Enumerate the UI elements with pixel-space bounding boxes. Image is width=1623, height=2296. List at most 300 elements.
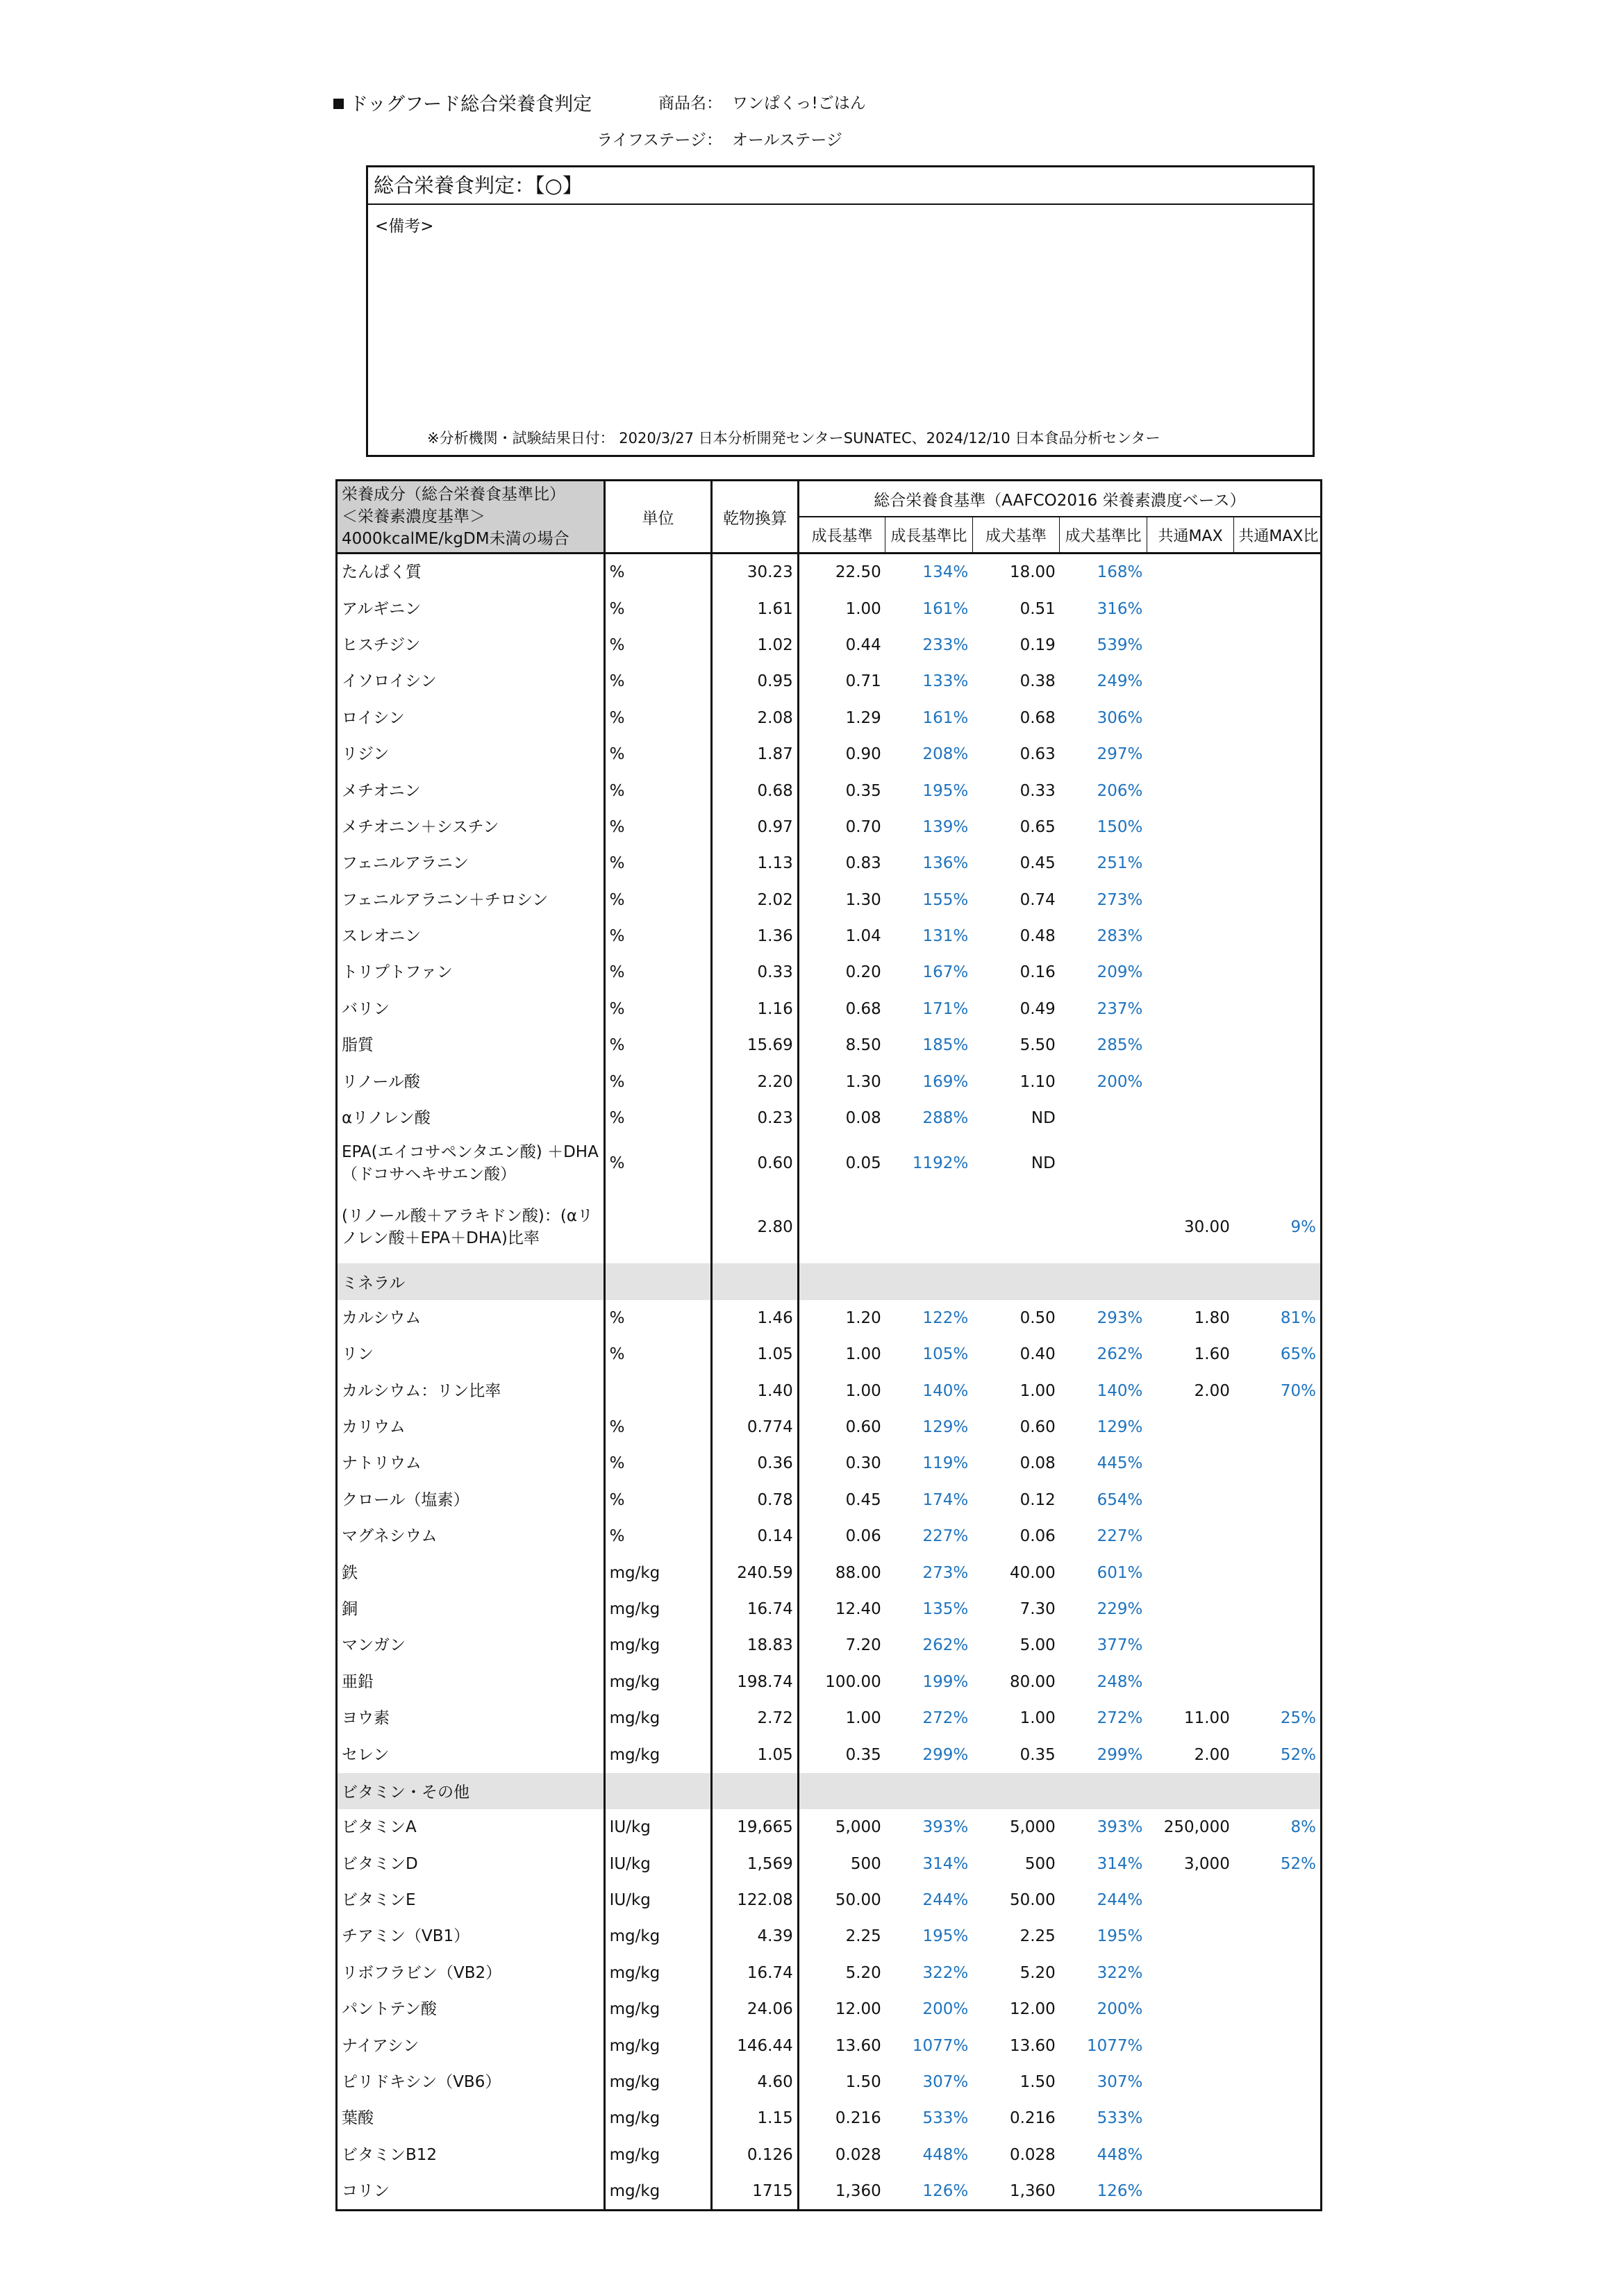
max-standard-cell — [1147, 1591, 1234, 1627]
table-row — [337, 590, 1322, 626]
dry-matter-cell: 4.39 — [712, 1918, 799, 1954]
adult-standard-cell: 50.00 — [1009, 1891, 1056, 1910]
adult-standard-cell: ND — [1031, 1154, 1056, 1173]
nutrient-name: たんぱく質 — [337, 554, 605, 591]
dry-matter-cell: 1.15 — [712, 2100, 799, 2136]
max-standard-cell — [1147, 1882, 1234, 1918]
growth-ratio-cell: 139% — [922, 817, 969, 836]
adult-ratio-cell: 229% — [1097, 1599, 1143, 1618]
table-row — [337, 1809, 1322, 1845]
adult-ratio-cell: 539% — [1097, 635, 1143, 654]
growth-ratio-cell: 195% — [922, 781, 969, 800]
adult-ratio-cell: 322% — [1097, 1963, 1143, 1982]
verdict-value: 【○】 — [535, 174, 583, 197]
unit-cell: IU/kg — [604, 1846, 712, 1882]
growth-ratio-cell: 307% — [922, 2073, 969, 2092]
table-row — [337, 2100, 1322, 2136]
growth-ratio-cell: 1077% — [912, 2036, 969, 2055]
growth-ratio-cell: 273% — [922, 1563, 969, 1582]
growth-ratio-cell: 126% — [922, 2182, 969, 2201]
growth-standard-cell: 5.20 — [845, 1963, 881, 1982]
section-label: ビタミン・その他 — [337, 1773, 605, 1809]
growth-standard-cell: 0.08 — [845, 1109, 881, 1128]
adult-standard-cell: 7.30 — [1019, 1599, 1056, 1618]
max-ratio-cell — [1234, 2137, 1322, 2173]
table-row — [337, 1554, 1322, 1590]
growth-standard-cell: 0.83 — [845, 854, 881, 873]
adult-ratio-cell: 195% — [1097, 1927, 1143, 1946]
dry-matter-cell: 1.05 — [712, 1736, 799, 1772]
bullet-square-icon — [333, 99, 344, 109]
growth-ratio-cell: 233% — [922, 635, 969, 654]
growth-standard-cell: 0.05 — [845, 1154, 881, 1173]
adult-ratio-cell: 445% — [1097, 1454, 1143, 1473]
growth-standard-cell: 1.00 — [845, 1709, 881, 1728]
adult-ratio-cell: 249% — [1097, 672, 1143, 691]
max-ratio-cell — [1234, 2027, 1322, 2063]
nutrient-name: ビタミンE — [337, 1882, 605, 1918]
growth-standard-cell: 12.40 — [835, 1599, 881, 1618]
dry-matter-cell: 1,569 — [712, 1846, 799, 1882]
unit-cell: % — [604, 918, 712, 954]
growth-standard-cell: 0.028 — [835, 2145, 881, 2164]
max-ratio-cell — [1234, 954, 1322, 990]
max-standard-cell: 11.00 — [1183, 1709, 1230, 1728]
section-row — [337, 1263, 1322, 1299]
table-row — [337, 1700, 1322, 1736]
adult-standard-cell: 0.08 — [1019, 1454, 1056, 1473]
adult-standard-cell: 0.06 — [1019, 1527, 1056, 1546]
growth-standard-cell: 0.30 — [845, 1454, 881, 1473]
growth-ratio-cell: 299% — [922, 1745, 969, 1764]
table-row — [337, 1100, 1322, 1136]
unit-cell: % — [604, 954, 712, 990]
table-row — [337, 1882, 1322, 1918]
document-title-text: ドッグフード総合栄養食判定 — [349, 94, 592, 115]
dry-matter-cell: 1.46 — [712, 1300, 799, 1336]
adult-standard-cell: 5.00 — [1019, 1636, 1056, 1655]
nutrient-name: アルギニン — [337, 590, 605, 626]
max-ratio-cell — [1234, 809, 1322, 845]
max-standard-cell — [1147, 1136, 1234, 1190]
max-ratio-cell — [1234, 772, 1322, 808]
unit-cell: IU/kg — [604, 1809, 712, 1845]
table-row — [337, 2064, 1322, 2100]
adult-ratio-cell: 377% — [1097, 1636, 1143, 1655]
header-max-ratio: 共通MAX比 — [1238, 527, 1319, 545]
adult-ratio-cell: 262% — [1097, 1345, 1143, 1364]
header-dry-matter: 乾物換算 — [712, 481, 799, 554]
adult-standard-cell: 80.00 — [1009, 1672, 1056, 1691]
growth-standard-cell: 50.00 — [835, 1891, 881, 1910]
growth-ratio-cell: 167% — [922, 963, 969, 982]
growth-ratio-cell: 155% — [922, 890, 969, 909]
header-growth: 成長基準 — [798, 517, 885, 554]
max-ratio-cell — [1234, 1482, 1322, 1518]
adult-standard-cell: 1.50 — [1019, 2073, 1056, 2092]
growth-ratio-cell: 227% — [922, 1527, 969, 1546]
nutrient-name: フェニルアラニン＋チロシン — [337, 882, 605, 918]
nutrient-name: リン — [337, 1336, 605, 1372]
nutrient-name: イソロイシン — [337, 663, 605, 699]
max-ratio-cell: 81% — [1280, 1308, 1316, 1327]
unit-cell: mg/kg — [604, 1554, 712, 1590]
dry-matter-cell: 0.95 — [712, 663, 799, 699]
dry-matter-cell: 1.05 — [712, 1336, 799, 1372]
dry-matter-cell: 1.61 — [712, 590, 799, 626]
table-row — [337, 809, 1322, 845]
adult-ratio-cell: 129% — [1097, 1418, 1143, 1436]
growth-standard-cell: 22.50 — [835, 563, 881, 582]
max-ratio-cell — [1234, 918, 1322, 954]
growth-ratio-cell: 244% — [922, 1891, 969, 1910]
max-ratio-cell — [1234, 1627, 1322, 1663]
adult-standard-cell: 2.25 — [1019, 1927, 1056, 1946]
growth-ratio-cell: 533% — [922, 2109, 969, 2128]
verdict-label: 総合栄養食判定： — [374, 174, 535, 197]
max-ratio-cell — [1234, 2173, 1322, 2211]
nutrient-table-body — [337, 554, 1322, 2211]
adult-ratio-cell: 283% — [1097, 927, 1143, 946]
unit-cell: % — [604, 845, 712, 881]
max-standard-cell — [1147, 1100, 1234, 1136]
growth-ratio-cell: 199% — [922, 1672, 969, 1691]
growth-ratio-cell: 133% — [922, 672, 969, 691]
adult-standard-cell: 40.00 — [1009, 1563, 1056, 1582]
section-blank — [712, 1263, 799, 1299]
max-standard-cell: 250,000 — [1163, 1818, 1230, 1837]
header-adult: 成犬基準 — [972, 517, 1060, 554]
adult-standard-cell: 0.63 — [1019, 745, 1056, 764]
max-standard-cell — [1147, 2100, 1234, 2136]
nutrient-name: チアミン（VB1） — [337, 1918, 605, 1954]
growth-standard-cell — [798, 1190, 885, 1263]
growth-standard-cell: 7.20 — [845, 1636, 881, 1655]
unit-cell: % — [604, 1518, 712, 1554]
max-standard-cell — [1147, 1027, 1234, 1063]
dry-matter-cell: 146.44 — [712, 2027, 799, 2063]
unit-cell: % — [604, 1063, 712, 1099]
max-standard-cell: 2.00 — [1194, 1745, 1230, 1764]
adult-ratio-cell: 297% — [1097, 745, 1143, 764]
dry-matter-cell: 0.33 — [712, 954, 799, 990]
max-ratio-cell: 25% — [1280, 1709, 1316, 1728]
table-row — [337, 1846, 1322, 1882]
table-row — [337, 1409, 1322, 1445]
table-row — [337, 1955, 1322, 1991]
table-row — [337, 1372, 1322, 1408]
nutrient-name: ヒスチジン — [337, 627, 605, 663]
max-ratio-cell: 8% — [1290, 1818, 1316, 1837]
section-row — [337, 1773, 1322, 1809]
unit-cell: % — [604, 736, 712, 772]
max-standard-cell — [1147, 663, 1234, 699]
max-standard-cell — [1147, 590, 1234, 626]
growth-standard-cell: 0.90 — [845, 745, 881, 764]
unit-cell: mg/kg — [604, 2027, 712, 2063]
nutrient-name: スレオニン — [337, 918, 605, 954]
nutrient-name: ビタミンA — [337, 1809, 605, 1845]
unit-cell: % — [604, 1100, 712, 1136]
dry-matter-cell: 0.97 — [712, 809, 799, 845]
growth-ratio-cell: 1192% — [912, 1154, 969, 1173]
max-ratio-cell — [1234, 1100, 1322, 1136]
dry-matter-cell: 30.23 — [712, 554, 799, 591]
section-label: ミネラル — [337, 1263, 605, 1299]
adult-ratio-cell — [1060, 1190, 1147, 1263]
growth-ratio-cell: 122% — [922, 1308, 969, 1327]
adult-ratio-cell: 654% — [1097, 1490, 1143, 1509]
max-standard-cell — [1147, 2173, 1234, 2211]
adult-ratio-cell: 533% — [1097, 2109, 1143, 2128]
header-max: 共通MAX — [1147, 517, 1234, 554]
verdict-box — [366, 165, 1315, 457]
unit-cell: mg/kg — [604, 2100, 712, 2136]
growth-ratio-cell: 288% — [922, 1109, 969, 1128]
dry-matter-cell: 0.60 — [712, 1136, 799, 1190]
max-standard-cell — [1147, 1554, 1234, 1590]
nutrient-name: ピリドキシン（VB6） — [337, 2064, 605, 2100]
table-row — [337, 1918, 1322, 1954]
max-ratio-cell — [1234, 1955, 1322, 1991]
max-standard-cell: 1.60 — [1194, 1345, 1230, 1364]
growth-standard-cell: 1.20 — [845, 1308, 881, 1327]
adult-standard-cell: 0.60 — [1019, 1418, 1056, 1436]
growth-standard-cell: 0.35 — [845, 1745, 881, 1764]
adult-ratio-cell: 237% — [1097, 999, 1143, 1018]
growth-standard-cell: 13.60 — [835, 2036, 881, 2055]
adult-ratio-cell: 206% — [1097, 781, 1143, 800]
dry-matter-cell: 15.69 — [712, 1027, 799, 1063]
nutrient-name: 亜鉛 — [337, 1664, 605, 1700]
section-blank — [798, 1263, 1321, 1299]
table-row — [337, 1591, 1322, 1627]
nutrient-name: コリン — [337, 2173, 605, 2211]
nutrient-name: マンガン — [337, 1627, 605, 1663]
adult-ratio-cell: 316% — [1097, 599, 1143, 618]
max-ratio-cell: 9% — [1290, 1217, 1316, 1236]
unit-cell: % — [604, 627, 712, 663]
growth-ratio-cell: 134% — [922, 563, 969, 582]
max-standard-cell — [1147, 918, 1234, 954]
unit-cell: % — [604, 590, 712, 626]
remarks-label: <備考> — [375, 217, 434, 235]
max-standard-cell — [1147, 1955, 1234, 1991]
unit-cell: mg/kg — [604, 1627, 712, 1663]
nutrient-name: αリノレン酸 — [337, 1100, 605, 1136]
table-row — [337, 772, 1322, 808]
growth-ratio-cell: 174% — [922, 1490, 969, 1509]
header-nutrient-line: 4000kcalME/kgDM未満の場合 — [342, 530, 569, 548]
unit-cell: mg/kg — [604, 1991, 712, 2027]
dry-matter-cell: 0.78 — [712, 1482, 799, 1518]
growth-standard-cell: 0.20 — [845, 963, 881, 982]
growth-standard-cell: 0.70 — [845, 817, 881, 836]
adult-ratio-cell: 1077% — [1086, 2036, 1143, 2055]
max-standard-cell — [1147, 1627, 1234, 1663]
growth-ratio-cell: 185% — [922, 1036, 969, 1055]
table-row — [337, 1336, 1322, 1372]
growth-ratio-cell: 135% — [922, 1599, 969, 1618]
growth-ratio-cell: 195% — [922, 1927, 969, 1946]
adult-ratio-cell: 200% — [1097, 2000, 1143, 2019]
table-row — [337, 1027, 1322, 1063]
max-standard-cell — [1147, 845, 1234, 881]
dry-matter-cell: 1.13 — [712, 845, 799, 881]
table-row — [337, 1063, 1322, 1099]
nutrient-table — [335, 479, 1322, 2211]
adult-ratio-cell: 150% — [1097, 817, 1143, 836]
growth-standard-cell: 0.68 — [845, 999, 881, 1018]
adult-standard-cell: 18.00 — [1009, 563, 1056, 582]
product-label: 商品名： — [658, 94, 722, 113]
section-blank — [604, 1263, 712, 1299]
growth-standard-cell: 8.50 — [845, 1036, 881, 1055]
nutrient-name: ロイシン — [337, 700, 605, 736]
nutrient-name: リボフラビン（VB2） — [337, 1955, 605, 1991]
max-ratio-cell — [1234, 554, 1322, 591]
adult-standard-cell: 500 — [1024, 1854, 1056, 1873]
table-row — [337, 1300, 1322, 1336]
growth-standard-cell: 0.71 — [845, 672, 881, 691]
nutrient-name: トリプトファン — [337, 954, 605, 990]
adult-ratio-cell — [1060, 1100, 1147, 1136]
growth-standard-cell: 100.00 — [825, 1672, 881, 1691]
table-row — [337, 2027, 1322, 2063]
adult-standard-cell — [972, 1190, 1060, 1263]
adult-standard-cell: 0.74 — [1019, 890, 1056, 909]
growth-standard-cell: 1.00 — [845, 1345, 881, 1364]
unit-cell: % — [604, 1336, 712, 1372]
growth-standard-cell: 0.06 — [845, 1527, 881, 1546]
dry-matter-cell: 18.83 — [712, 1627, 799, 1663]
max-ratio-cell: 52% — [1280, 1745, 1316, 1764]
table-row — [337, 1991, 1322, 2027]
adult-ratio-cell: 273% — [1097, 890, 1143, 909]
adult-ratio-cell: 248% — [1097, 1672, 1143, 1691]
dry-matter-cell: 1.36 — [712, 918, 799, 954]
adult-standard-cell: 0.19 — [1019, 635, 1056, 654]
growth-standard-cell: 2.25 — [845, 1927, 881, 1946]
max-standard-cell — [1147, 1482, 1234, 1518]
growth-ratio-cell: 208% — [922, 745, 969, 764]
max-ratio-cell — [1234, 1063, 1322, 1099]
nutrient-name: メチオニン — [337, 772, 605, 808]
growth-standard-cell: 88.00 — [835, 1563, 881, 1582]
unit-cell: % — [604, 1445, 712, 1481]
growth-standard-cell: 0.45 — [845, 1490, 881, 1509]
header-unit: 単位 — [604, 481, 712, 554]
unit-cell: IU/kg — [604, 1882, 712, 1918]
growth-ratio-cell: 119% — [922, 1454, 969, 1473]
growth-ratio-cell: 314% — [922, 1854, 969, 1873]
max-ratio-cell — [1234, 882, 1322, 918]
max-standard-cell — [1147, 991, 1234, 1027]
adult-standard-cell: 0.12 — [1019, 1490, 1056, 1509]
nutrient-name: パントテン酸 — [337, 1991, 605, 2027]
dry-matter-cell: 240.59 — [712, 1554, 799, 1590]
max-standard-cell — [1147, 772, 1234, 808]
section-blank — [712, 1773, 799, 1809]
growth-standard-cell: 0.35 — [845, 781, 881, 800]
unit-cell: % — [604, 663, 712, 699]
adult-standard-cell: 0.16 — [1019, 963, 1056, 982]
table-row — [337, 2137, 1322, 2173]
max-ratio-cell: 52% — [1280, 1854, 1316, 1873]
unit-cell: % — [604, 700, 712, 736]
max-standard-cell: 1.80 — [1194, 1308, 1230, 1327]
max-ratio-cell — [1234, 1445, 1322, 1481]
max-ratio-cell — [1234, 736, 1322, 772]
growth-standard-cell: 1.30 — [845, 890, 881, 909]
adult-standard-cell: 1.10 — [1019, 1072, 1056, 1091]
table-row — [337, 554, 1322, 591]
growth-ratio-cell: 136% — [922, 854, 969, 873]
max-standard-cell — [1147, 1918, 1234, 1954]
dry-matter-cell: 122.08 — [712, 1882, 799, 1918]
nutrient-name: カルシウム — [337, 1300, 605, 1336]
nutrient-name: 銅 — [337, 1591, 605, 1627]
max-standard-cell — [1147, 1664, 1234, 1700]
max-standard-cell — [1147, 2064, 1234, 2100]
max-standard-cell — [1147, 1409, 1234, 1445]
unit-cell: % — [604, 772, 712, 808]
dry-matter-cell: 1715 — [712, 2173, 799, 2211]
adult-standard-cell: 12.00 — [1009, 2000, 1056, 2019]
table-row — [337, 954, 1322, 990]
growth-standard-cell: 0.216 — [835, 2109, 881, 2128]
max-standard-cell — [1147, 809, 1234, 845]
max-ratio-cell: 70% — [1280, 1381, 1316, 1400]
adult-standard-cell: 1.00 — [1019, 1709, 1056, 1728]
adult-standard-cell: 0.51 — [1019, 599, 1056, 618]
adult-standard-cell: 0.68 — [1019, 708, 1056, 727]
adult-ratio-cell: 299% — [1097, 1745, 1143, 1764]
nutrient-name: クロール（塩素） — [337, 1482, 605, 1518]
adult-ratio-cell: 272% — [1097, 1709, 1143, 1728]
adult-ratio-cell: 393% — [1097, 1818, 1143, 1837]
dry-matter-cell: 2.72 — [712, 1700, 799, 1736]
growth-standard-cell: 1,360 — [835, 2182, 881, 2201]
nutrient-name: カルシウム：リン比率 — [337, 1372, 605, 1408]
max-ratio-cell — [1234, 1591, 1322, 1627]
table-row — [337, 1736, 1322, 1772]
dry-matter-cell: 1.87 — [712, 736, 799, 772]
table-row — [337, 1664, 1322, 1700]
adult-ratio-cell: 601% — [1097, 1563, 1143, 1582]
max-ratio-cell — [1234, 1518, 1322, 1554]
growth-ratio-cell: 448% — [922, 2145, 969, 2164]
dry-matter-cell: 24.06 — [712, 1991, 799, 2027]
table-row — [337, 663, 1322, 699]
max-standard-cell: 2.00 — [1194, 1381, 1230, 1400]
max-standard-cell: 30.00 — [1183, 1217, 1230, 1236]
unit-cell: % — [604, 1409, 712, 1445]
max-standard-cell — [1147, 1991, 1234, 2027]
growth-standard-cell: 500 — [850, 1854, 881, 1873]
dry-matter-cell: 2.08 — [712, 700, 799, 736]
max-standard-cell — [1147, 2027, 1234, 2063]
growth-ratio-cell: 140% — [922, 1381, 969, 1400]
adult-standard-cell: 0.35 — [1019, 1745, 1056, 1764]
unit-cell: % — [604, 1027, 712, 1063]
unit-cell: % — [604, 554, 712, 591]
adult-ratio-cell — [1060, 1136, 1147, 1190]
max-ratio-cell — [1234, 700, 1322, 736]
max-standard-cell — [1147, 882, 1234, 918]
nutrient-name: ヨウ素 — [337, 1700, 605, 1736]
max-standard-cell — [1147, 1445, 1234, 1481]
